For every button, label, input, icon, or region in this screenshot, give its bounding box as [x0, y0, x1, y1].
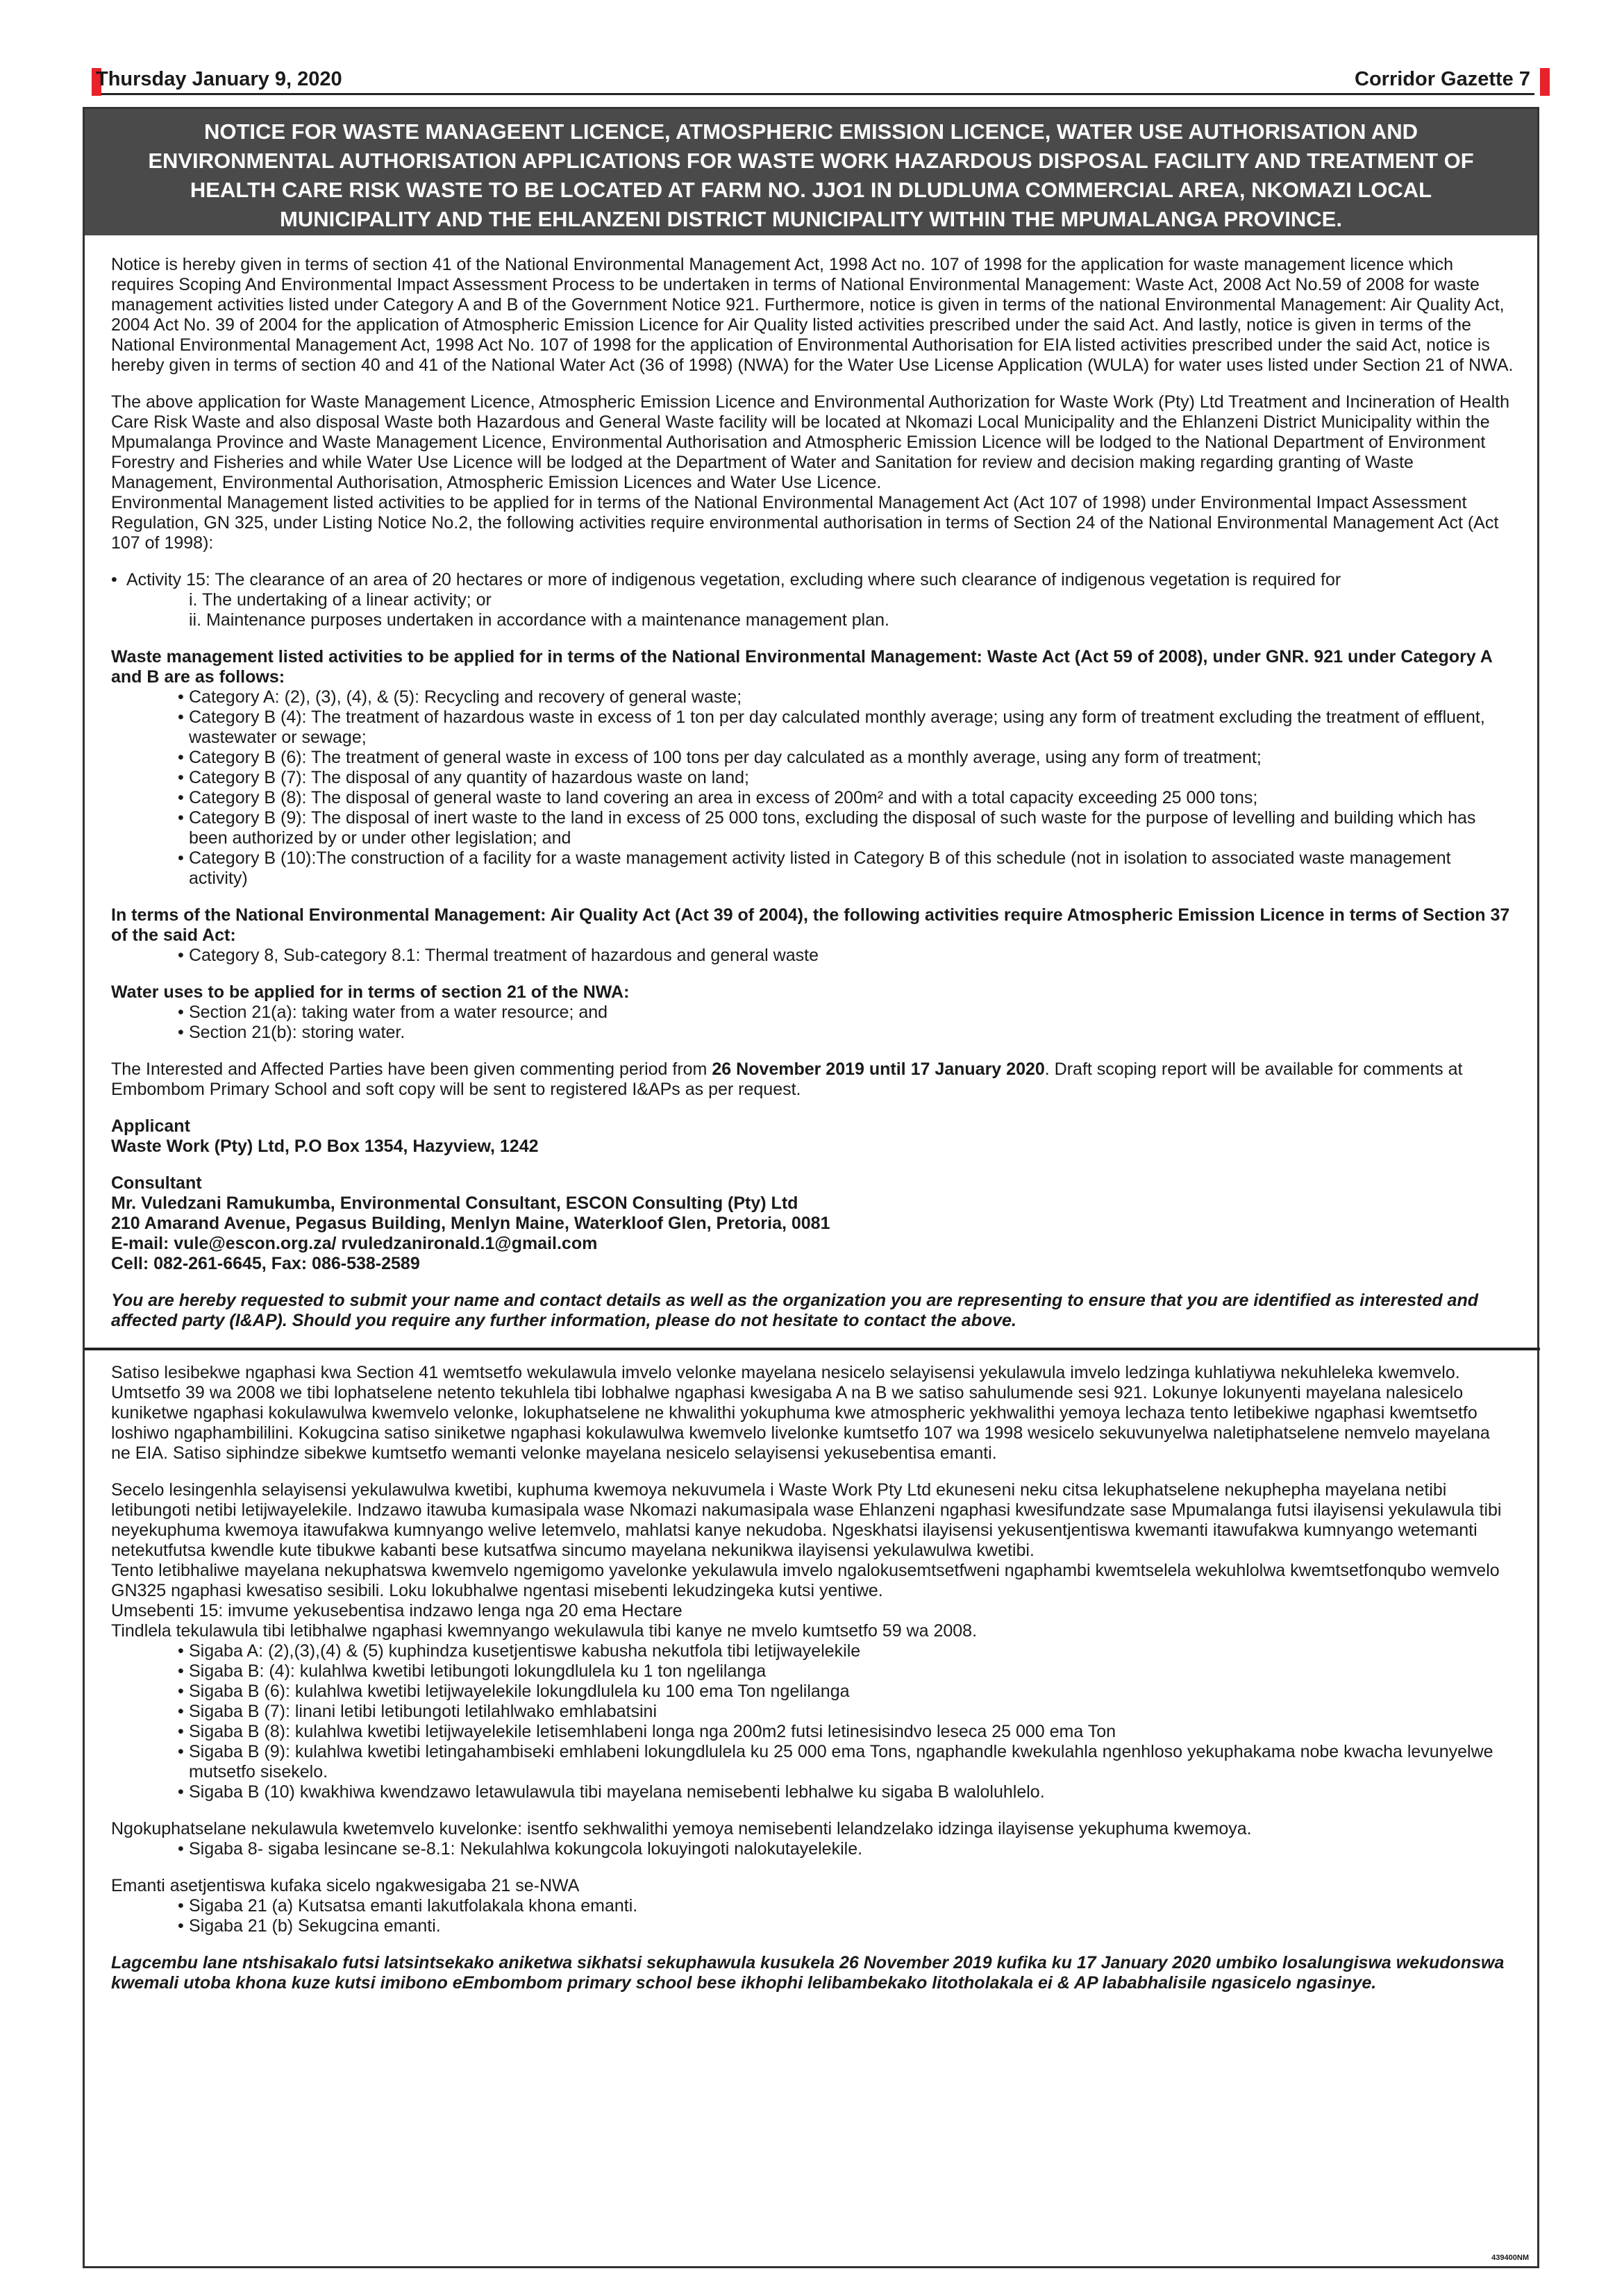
- en-paragraph-3: Environmental Management listed activities to be applied for in terms of the National Environmental Management Act (Act 107 of 1998) under Environmental Impact Assessment Regulation, GN 325, under Listing Notice No.2, the following activities require environmental authorisation in terms of Section 24 of the National Environmental Management Act (Act 107 of 1998):: [111, 493, 1499, 553]
- ss-paragraph-3: Tento letibhaliwe mayelana nekuphatswa kwemvelo ngemigomo yavelonke yekulawula imvelo ngalokusemtsetfweni ngaphambi kwemtselela wekuhlolwa kwemtsetfonqubo wemvelo GN325 ngaphasi kwesatiso sesibili. Loku lokubhalwe ngentasi misebenti lekudzingeka kutsi yentiwe.: [111, 1561, 1500, 1600]
- waste-category-item: • Category B (7): The disposal of any quantity of hazardous waste on land;: [111, 768, 1514, 788]
- ss-paragraph-1: Satiso lesibekwe ngaphasi kwa Section 41 wemtsetfo wekulawula imvelo velonke mayelana nesicelo selayisensi yekulawula imvelo ledzinga kuhlatiywa nekuhleleka kwemvelo. Umtsetfo 39 wa 2008 we tibi lophatselene netento tekuhlela tibi lobhalwe ngaphasi kwesigaba A na B we satiso sahulumende sesi 921. Lokunye lokunyenti mayelana nalesicelo kuniketwe ngaphasi kokulawulwa kwemvelo velonke, lokuphatselene ne khwalithi yokuphuma kwe atmospheric yekhwalithi yemoya lechaza tento letibekiwe ngaphasi kwemtsetfo loshiwo ngaphambililini. Kokugcina satiso siniketwe ngaphasi kokulawulwa kwemvelo livelonke kumtsetfo 107 wa 1998 wesicelo sekuvunyelwa naletiphatselene nemvelo mayelana ne EIA. Satiso siphindze sibekwe kumtsetfo wemanti velonke mayelana nesicelo selayisensi yekusebentisa emanti.: [111, 1363, 1490, 1463]
- en-closing-request: You are hereby requested to submit your name and contact details as well as the organization you are representing to ensure that you are identified as interested and affected party (I&AP). Should you require any further information, please do not hesitate to contact the above.: [111, 1291, 1479, 1330]
- comment-text-end: . Draft scoping report will be available for comments at Embombom Primary School and soft copy will be sent to registered I&APs as per request.: [111, 1059, 1463, 1099]
- paper-page-label: Corridor Gazette 7: [1355, 68, 1530, 90]
- water-use-item: • Section 21(b): storing water.: [111, 1023, 1514, 1043]
- ss-paragraph-2: Secelo lesingenhla selayisensi yekulawulwa kwetibi, kuphuma kwemoya nekuvumela i Waste Work Pty Ltd ekuneseni neku citsa lekuphatselene nekuphepha mayelana netibi letibungoti netibi letijwayelekile. Indzawo itawuba kumasipala wase Nkomazi nakumasipala wase Ehlanzeni ngaphasi kwesifundzate sase Mpumalanga futsi ilayisensi yekulawula tibi neyekuphuma kwemoya itawufakwa kumnyango welive letemvelo, mahlatsi kanye nekudoba. Ngeskhatsi ilayisensi yekusentjentiswa kwemanti itawufakwa kumnyango wetemanti netekutfutsa kwendle kute tibukwe kabanti bese kutsatfwa sincumo mayelana nekunikwa ilayisensi yekulawulwa kwetibi.: [111, 1480, 1502, 1560]
- air-quality-heading: In terms of the National Environmental Management: Air Quality Act (Act 39 of 2004), the following activities require Atmospheric Emission Licence in terms of Section 37 of the said Act:: [111, 905, 1510, 945]
- sigaba-item: • Sigaba B (8): kulahlwa kwetibi letijwayelekile letisemhlabeni longa nga 200m2 futsi letinesisindvo leseca 25 000 ema Ton: [111, 1722, 1514, 1742]
- comment-period-dates: 26 November 2019 until 17 January 2020: [712, 1059, 1045, 1079]
- ss-water-item: • Sigaba 21 (a) Kutsatsa emanti lakutfolakala khona emanti.: [111, 1896, 1514, 1916]
- page-header: [92, 68, 1534, 95]
- applicant-details: Waste Work (Pty) Ltd, P.O Box 1354, Hazyview, 1242: [111, 1137, 539, 1156]
- waste-category-item: • Category A: (2), (3), (4), & (5): Recycling and recovery of general waste;: [111, 687, 1514, 707]
- notice-title: NOTICE FOR WASTE MANAGEENT LICENCE, ATMOSPHERIC EMISSION LICENCE, WATER USE AUTHORISATION AND ENVIRONMENTAL AUTHORISATION APPLICATIONS FOR WASTE WORK HAZARDOUS DISPOSAL FACILITY AND TREATMENT OF HEALTH CARE RISK WASTE TO BE LOCATED AT FARM NO. JJO1 IN DLUDLUMA COMMERCIAL AREA, NKOMAZI LOCAL MUNICIPALITY AND THE EHLANZENI DISTRICT MUNICIPALITY WITHIN THE MPUMALANGA PROVINCE.: [85, 109, 1537, 235]
- ss-paragraph-5: Tindlela tekulawula tibi letibhalwe ngaphasi kwemnyango wekulawula tibi kanye ne mvelo kumtsetfo 59 wa 2008.: [111, 1621, 978, 1641]
- sigaba-item: • Sigaba B: (4): kulahlwa kwetibi letibungoti lokungdlulela ku 1 ton ngelilanga: [111, 1661, 1514, 1682]
- ss-water-item: • Sigaba 21 (b) Sekugcina emanti.: [111, 1916, 1514, 1936]
- consultant-name: Mr. Vuledzani Ramukumba, Environmental Consultant, ESCON Consulting (Pty) Ltd: [111, 1193, 798, 1213]
- consultant-label: Consultant: [111, 1173, 202, 1193]
- activity-15: • Activity 15: The clearance of an area of 20 hectares or more of indigenous vegetation, excluding where such clearance of indigenous vegetation is required for: [111, 570, 1514, 590]
- sigaba-item: • Sigaba B (10) kwakhiwa kwendzawo letawulawula tibi mayelana nemisebenti lebhalwe ku sigaba B waloluhlelo.: [111, 1782, 1514, 1802]
- ss-paragraph-7: Emanti asetjentiswa kufaka sicelo ngakwesigaba 21 se-NWA: [111, 1876, 580, 1895]
- activity-item-ii: ii. Maintenance purposes undertaken in accordance with a maintenance management plan.: [189, 610, 889, 630]
- waste-category-item: • Category B (9): The disposal of inert waste to the land in excess of 25 000 tons, excluding the disposal of such waste for the purpose of levelling and building which has been authorized by or under other legislation; and: [111, 808, 1514, 848]
- waste-heading: Waste management listed activities to be applied for in terms of the National Environmental Management: Waste Act (Act 59 of 2008), under GNR. 921 under Category A and B are as follows:: [111, 647, 1492, 687]
- waste-category-item: • Category B (8): The disposal of general waste to land covering an area in excess of 200m² and with a total capacity exceeding 25 000 tons;: [111, 788, 1514, 808]
- red-marker-right: [1540, 68, 1550, 96]
- ss-water-list: [111, 1896, 1514, 1936]
- language-divider: [85, 1348, 1540, 1350]
- sigaba-list: [111, 1641, 1514, 1802]
- ad-reference-code: 439400NM: [1491, 2254, 1529, 2262]
- waste-category-item: • Category B (6): The treatment of general waste in excess of 100 tons per day calculated as a monthly average, using any form of treatment;: [111, 748, 1514, 768]
- ss-closing: Lagcembu lane ntshisakalo futsi latsintsekako aniketwa sikhatsi sekuphawula kusukela 26 November 2019 kufika ku 17 January 2020 umbiko losalungiswa wekudonswa kwemali utoba khona kuze kutsi imibono eEmbombom primary school bese ikhophi lelibambekako litotholakala ei & AP lababhalisile ngasicelo ngasinye.: [111, 1953, 1505, 1993]
- en-paragraph-2: The above application for Waste Management Licence, Atmospheric Emission Licence and Environmental Authorization for Waste Work (Pty) Ltd Treatment and Incineration of Health Care Risk Waste and also disposal Waste both Hazardous and General Waste facility will be located at Nkomazi Local Municipality and the Ehlanzeni District Municipality within the Mpumalanga Province and Waste Management Licence, Environmental Authorisation and Atmospheric Emission Licence will be lodged to the National Department of Environment Forestry and Fisheries and while Water Use Licence will be lodged at the Department of Water and Sanitation for review and decision making regarding granting of Waste Management, Environmental Authorisation, Atmospheric Emission Licences and Water Use Licence.: [111, 392, 1509, 492]
- sigaba-item: • Sigaba B (9): kulahlwa kwetibi letingahambiseki emhlabeni lokungdlulela ku 25 000 ema Tons, ngaphandle kwekulahla ngenhloso yekuphakama nobe kwacha levunyelwe mutsetfo sisekelo.: [111, 1742, 1514, 1782]
- en-paragraph-1: Notice is hereby given in terms of section 41 of the National Environmental Management Act, 1998 Act no. 107 of 1998 for the application for waste management licence which requires Scoping And Environmental Impact Assessment Process to be undertaken in terms of National Environmental Management: Waste Act, 2008 Act No.59 of 2008 for waste management activities listed under Category A and B of the Government Notice 921. Furthermore, notice is given in terms of the national Environmental Management: Air Quality Act, 2004 Act No. 39 of 2004 for the application of Atmospheric Emission Licence for Air Quality listed activities prescribed under the said Act. And lastly, notice is given in terms of the National Environmental Management Act, 1998 Act No. 107 of 1998 for the application of Environmental Authorisation for EIA listed activities prescribed under the said Act, notice is hereby given in terms of section 40 and 41 of the National Water Act (36 of 1998) (NWA) for the Water Use License Application (WULA) for water uses listed under Section 21 of NWA.: [111, 255, 1514, 375]
- ss-paragraph-4: Umsebenti 15: imvume yekusebentisa indzawo lenga nga 20 ema Hectare: [111, 1601, 683, 1620]
- water-use-heading: Water uses to be applied for in terms of section 21 of the NWA:: [111, 982, 630, 1002]
- sigaba-item: • Sigaba B (7): linani letibi letibungoti letilahlwako emhlabatsini: [111, 1702, 1514, 1722]
- water-use-item: • Section 21(a): taking water from a water resource; and: [111, 1003, 1514, 1023]
- consultant-email: E-mail: vule@escon.org.za/ rvuledzanironald.1@gmail.com: [111, 1234, 598, 1253]
- air-quality-item: • Category 8, Sub-category 8.1: Thermal treatment of hazardous and general waste: [111, 946, 1514, 966]
- waste-category-item: • Category B (10):The construction of a facility for a waste management activity listed in Category B of this schedule (not in isolation to associated waste management activity): [111, 848, 1514, 889]
- notice-body: [111, 255, 1514, 2010]
- ss-air-list: [111, 1839, 1514, 1859]
- sigaba-item: • Sigaba B (6): kulahlwa kwetibi letijwayelekile lokungdlulela ku 100 ema Ton ngelilanga: [111, 1682, 1514, 1702]
- comment-period-paragraph: [111, 1059, 1514, 1100]
- consultant-address: 210 Amarand Avenue, Pegasus Building, Menlyn Maine, Waterkloof Glen, Pretoria, 0081: [111, 1214, 830, 1233]
- notice-frame: [83, 107, 1539, 2268]
- activity-list: [111, 570, 1514, 590]
- waste-category-item: • Category B (4): The treatment of hazardous waste in excess of 1 ton per day calculated monthly average; using any form of treatment excluding the treatment of effluent, wastewater or sewage;: [111, 707, 1514, 748]
- consultant-phone: Cell: 082-261-6645, Fax: 086-538-2589: [111, 1254, 420, 1273]
- waste-category-list: [111, 687, 1514, 889]
- sigaba-item: • Sigaba A: (2),(3),(4) & (5) kuphindza kusetjentiswe kabusha nekutfola tibi letijwayelekile: [111, 1641, 1514, 1661]
- water-use-list: [111, 1003, 1514, 1043]
- air-quality-list: [111, 946, 1514, 966]
- ss-paragraph-6: Ngokuphatselane nekulawula kwetemvelo kuvelonke: isentfo sekhwalithi yemoya nemisebenti lelandzelako idzinga ilayisense yekuphuma kwemoya.: [111, 1819, 1252, 1838]
- applicant-label: Applicant: [111, 1116, 190, 1136]
- comment-text-start: The Interested and Affected Parties have been given commenting period from: [111, 1059, 712, 1079]
- activity-item-i: i. The undertaking of a linear activity; or: [189, 590, 492, 610]
- ss-air-item: • Sigaba 8- sigaba lesincane se-8.1: Nekulahlwa kokungcola lokuyingoti nalokutayelekile.: [111, 1839, 1514, 1859]
- issue-date: Thursday January 9, 2020: [96, 68, 342, 90]
